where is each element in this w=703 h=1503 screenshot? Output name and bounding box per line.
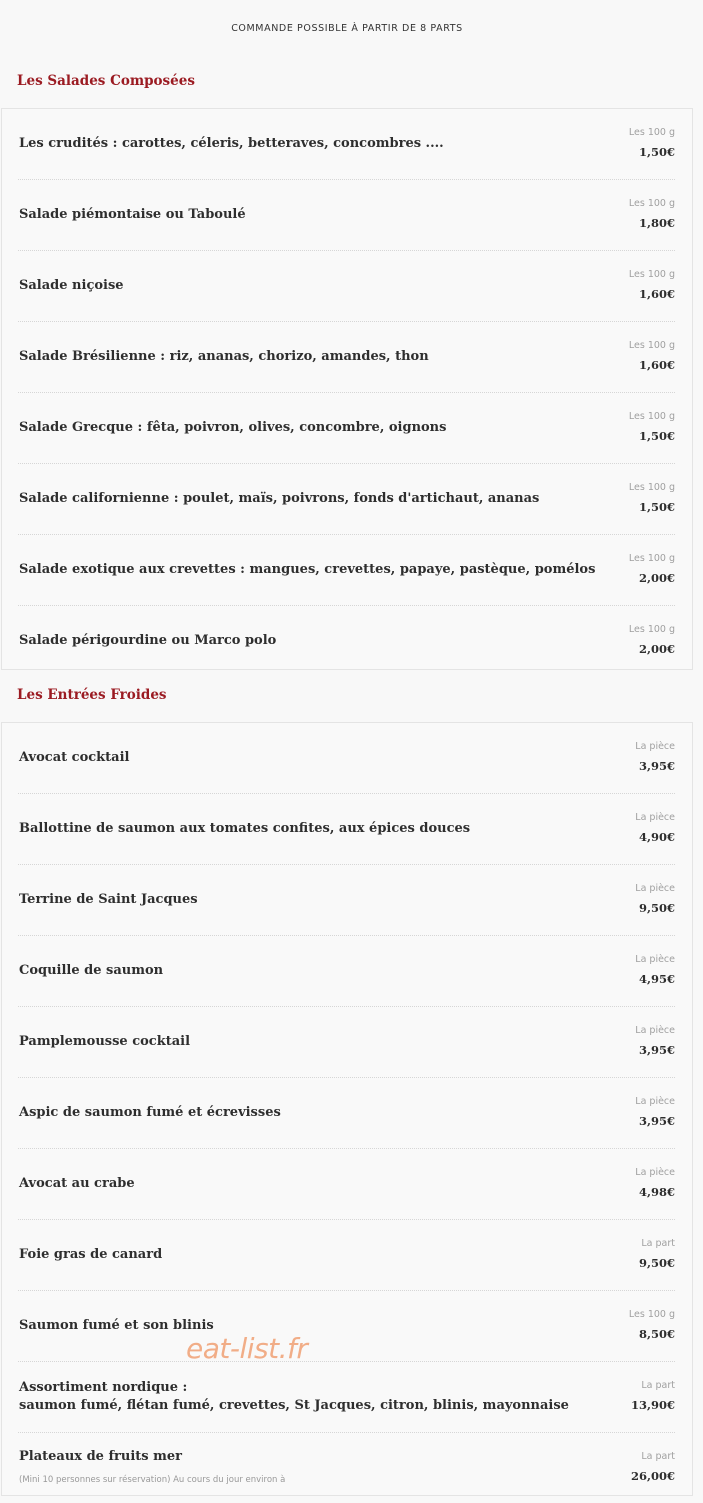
menu-item-unit: La pièce — [635, 954, 675, 965]
menu-item-name-wrap — [19, 393, 559, 463]
menu-item-unit: La part — [641, 1451, 675, 1462]
menu-item — [18, 1362, 675, 1433]
menu-item-price: 4,98€ — [638, 1185, 675, 1199]
menu-item-unit: Les 100 g — [628, 198, 675, 209]
menu-item-unit: La pièce — [635, 1096, 675, 1107]
menu-item-name: Salade niçoise — [19, 278, 124, 293]
menu-item-name: Pamplemousse cocktail — [19, 1034, 191, 1049]
menu-item-name: Salade californienne : poulet, maïs, poivrons, fonds d'artichaut, ananas — [19, 491, 540, 506]
menu-item-name: Aspic de saumon fumé et écrevisses — [19, 1105, 281, 1120]
menu-item-name-wrap — [19, 1220, 559, 1290]
menu-item-price: 13,90€ — [630, 1398, 675, 1412]
menu-item-note: (Mini 10 personnes sur réservation) Au cours du jour environ à — [19, 1474, 286, 1485]
menu-item — [18, 322, 675, 393]
menu-item-unit: La pièce — [635, 741, 675, 752]
menu-item — [18, 1149, 675, 1220]
menu-item — [18, 794, 675, 865]
menu-item-price: 8,50€ — [638, 1327, 675, 1341]
menu-item-name-wrap — [19, 322, 559, 392]
menu-item-name: Saumon fumé et son blinis — [19, 1318, 214, 1333]
menu-item — [18, 936, 675, 1007]
menu-item-price: 3,95€ — [638, 1043, 675, 1057]
menu-item-name: Salade Grecque : fêta, poivron, olives, concombre, oignons — [19, 420, 447, 435]
menu-item-name: Salade exotique aux crevettes : mangues, crevettes, papaye, pastèque, pomélos — [19, 562, 596, 577]
menu-item — [18, 393, 675, 464]
menu-item-unit: La pièce — [635, 1167, 675, 1178]
menu-item-unit: La pièce — [635, 883, 675, 894]
menu-item-name: Assortiment nordique : — [19, 1380, 188, 1395]
menu-item-price: 1,60€ — [638, 287, 675, 301]
menu-item-price: 2,00€ — [638, 571, 675, 585]
menu-item-name: Avocat au crabe — [19, 1176, 135, 1191]
menu-item-price: 3,95€ — [638, 759, 675, 773]
menu-card-entrees — [1, 722, 693, 1496]
menu-item-name-wrap — [19, 936, 559, 1006]
menu-item-name-detail: saumon fumé, flétan fumé, crevettes, St Jacques, citron, blinis, mayonnaise — [19, 1398, 569, 1413]
menu-item-name-wrap — [19, 535, 596, 605]
menu-item-unit: Les 100 g — [628, 269, 675, 280]
menu-item — [18, 464, 675, 535]
order-minimum-notice: COMMANDE POSSIBLE À PARTIR DE 8 PARTS — [231, 23, 463, 34]
menu-item-price: 1,50€ — [638, 500, 675, 514]
menu-item-name-wrap — [19, 1007, 559, 1077]
menu-item-name-wrap — [19, 1433, 559, 1503]
menu-item — [18, 1433, 675, 1503]
menu-item-name: Terrine de Saint Jacques — [19, 892, 198, 907]
menu-item-price: 1,50€ — [638, 145, 675, 159]
menu-item — [18, 1220, 675, 1291]
menu-item-name: Coquille de saumon — [19, 963, 164, 978]
menu-item-name-wrap — [19, 109, 559, 179]
menu-item-unit: Les 100 g — [628, 411, 675, 422]
watermark-text: eat-list.fr — [186, 1332, 308, 1365]
menu-item-name-wrap — [19, 180, 559, 250]
menu-item-price: 9,50€ — [638, 1256, 675, 1270]
section-title-entrees: Les Entrées Froides — [17, 687, 167, 703]
menu-item — [18, 251, 675, 322]
menu-item-unit: Les 100 g — [628, 482, 675, 493]
menu-item-name: Ballottine de saumon aux tomates confites, aux épices douces — [19, 821, 471, 836]
menu-item-name-wrap — [19, 1149, 559, 1219]
menu-item — [18, 865, 675, 936]
menu-item-unit: Les 100 g — [628, 340, 675, 351]
menu-item-price: 1,80€ — [638, 216, 675, 230]
menu-item-unit: Les 100 g — [628, 624, 675, 635]
menu-card-salades — [1, 108, 693, 670]
menu-item-name-wrap — [19, 606, 559, 676]
menu-item-unit: Les 100 g — [628, 553, 675, 564]
menu-item-price: 2,00€ — [638, 642, 675, 656]
menu-item — [18, 606, 675, 676]
menu-item-name-wrap — [19, 794, 559, 864]
menu-item-price: 26,00€ — [630, 1469, 675, 1483]
menu-item-unit: Les 100 g — [628, 127, 675, 138]
menu-item — [18, 535, 675, 606]
menu-item-price: 9,50€ — [638, 901, 675, 915]
menu-item — [18, 109, 675, 180]
menu-item — [18, 723, 675, 794]
menu-item-name: Foie gras de canard — [19, 1247, 163, 1262]
menu-item — [18, 1078, 675, 1149]
menu-item-name: Avocat cocktail — [19, 750, 130, 765]
menu-item-price: 1,50€ — [638, 429, 675, 443]
menu-item — [18, 1291, 675, 1362]
menu-item-name-wrap — [19, 464, 559, 534]
menu-item-name: Salade périgourdine ou Marco polo — [19, 633, 277, 648]
menu-item-name: Plateaux de fruits mer — [19, 1448, 183, 1464]
menu-item-price: 4,95€ — [638, 972, 675, 986]
menu-item — [18, 1007, 675, 1078]
menu-item-price: 4,90€ — [638, 830, 675, 844]
menu-item-name: Salade Brésilienne : riz, ananas, chorizo, amandes, thon — [19, 349, 429, 364]
menu-item-price: 3,95€ — [638, 1114, 675, 1128]
menu-item-unit: La pièce — [635, 1025, 675, 1036]
menu-item-unit: La pièce — [635, 812, 675, 823]
menu-item-unit: Les 100 g — [628, 1309, 675, 1320]
menu-item-name-wrap — [19, 1078, 559, 1148]
menu-item-name: Les crudités : carottes, céleris, betteraves, concombres .... — [19, 136, 444, 151]
menu-item-unit: La part — [641, 1238, 675, 1249]
menu-item — [18, 180, 675, 251]
menu-item-unit: La part — [641, 1380, 675, 1391]
menu-item-name-wrap — [19, 251, 559, 321]
menu-item-name-wrap — [19, 865, 559, 935]
menu-item-name-wrap — [19, 723, 559, 793]
menu-item-name: Salade piémontaise ou Taboulé — [19, 207, 246, 222]
menu-item-name-wrap — [19, 1362, 569, 1432]
section-title-salades: Les Salades Composées — [17, 73, 195, 89]
menu-item-price: 1,60€ — [638, 358, 675, 372]
